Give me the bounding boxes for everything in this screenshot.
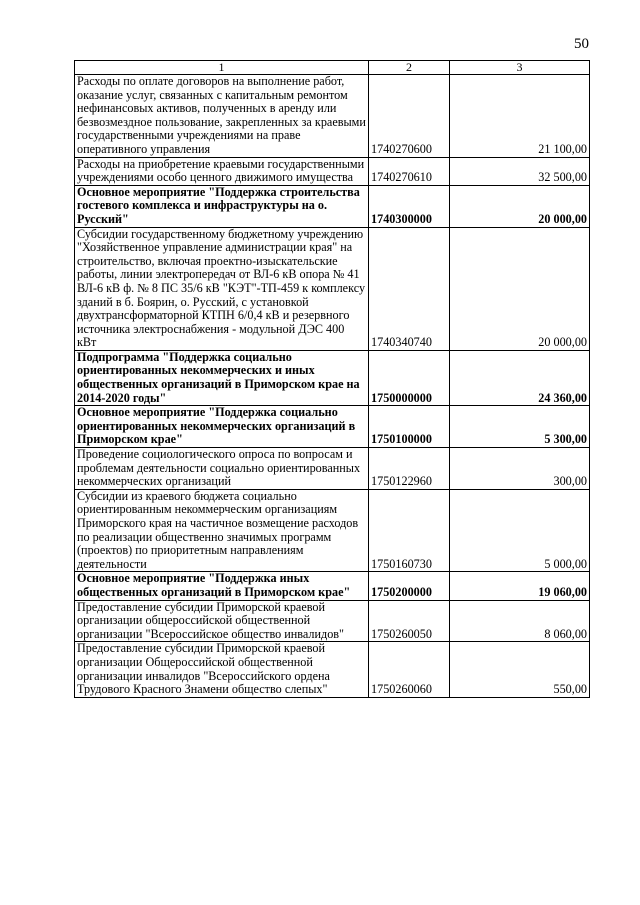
row-code: 1750260050 xyxy=(369,600,450,642)
row-amount: 550,00 xyxy=(450,642,590,697)
row-name: Субсидии государственному бюджетному учреждению "Хозяйственное управление администрации края" на строительство, включая проектно-изыскательские работы, линии электропередач от ВЛ-6 кВ опора № 41 ВЛ-6 кВ ф. № 8 ПС 35/6 кВ "КЭТ"-ТП-459 к комплексу зданий в б. Боярин, о. Русский, с установкой двухтрансформаторной КТПН 6/0,4 кВ и резервного источника электроснабжения - модульной ДЭС 400 кВт xyxy=(75,227,369,350)
table-row xyxy=(75,572,590,600)
row-name: Предоставление субсидии Приморской краевой организации общероссийской общественной организации "Всероссийское общество инвалидов" xyxy=(75,600,369,642)
row-name: Расходы по оплате договоров на выполнение работ, оказание услуг, связанных с капитальным ремонтом нефинансовых активов, полученных в аренду или безвозмездное пользование, закрепленных за краевыми государственными учреждениями на праве оперативного управления xyxy=(75,75,369,158)
row-code: 1750000000 xyxy=(369,350,450,405)
row-code: 1740300000 xyxy=(369,185,450,227)
table-row xyxy=(75,489,590,572)
row-amount: 5 300,00 xyxy=(450,406,590,448)
table-row xyxy=(75,642,590,697)
table-row xyxy=(75,406,590,448)
row-name: Расходы на приобретение краевыми государственными учреждениями особо ценного движимого имущества xyxy=(75,157,369,185)
table-row xyxy=(75,600,590,642)
row-amount: 5 000,00 xyxy=(450,489,590,572)
budget-table-body xyxy=(75,61,590,698)
row-code: 1740270600 xyxy=(369,75,450,158)
row-code: 1750160730 xyxy=(369,489,450,572)
row-amount: 8 060,00 xyxy=(450,600,590,642)
table-row xyxy=(75,448,590,490)
row-code: 1740270610 xyxy=(369,157,450,185)
row-amount: 20 000,00 xyxy=(450,185,590,227)
row-name: Проведение социологического опроса по вопросам и проблемам деятельности социально ориентированных некоммерческих организаций xyxy=(75,448,369,490)
row-name: Основное мероприятие "Поддержка социально ориентированных некоммерческих организаций в Приморском крае" xyxy=(75,406,369,448)
row-amount: 19 060,00 xyxy=(450,572,590,600)
row-amount: 24 360,00 xyxy=(450,350,590,405)
row-amount: 21 100,00 xyxy=(450,75,590,158)
row-name: Основное мероприятие "Поддержка строительства гостевого комплекса и инфраструктуры на о. Русский" xyxy=(75,185,369,227)
column-header: 3 xyxy=(450,61,590,75)
table-header-row xyxy=(75,61,590,75)
page-number: 50 xyxy=(574,36,589,52)
row-amount: 300,00 xyxy=(450,448,590,490)
row-code: 1750122960 xyxy=(369,448,450,490)
table-row xyxy=(75,185,590,227)
table-row xyxy=(75,157,590,185)
row-name: Субсидии из краевого бюджета социально ориентированным некоммерческим организациям Приморского края на частичное возмещение расходов по реализации общественно значимых программ (проектов) по приоритетным направлениям деятельности xyxy=(75,489,369,572)
row-code: 1750260060 xyxy=(369,642,450,697)
column-header: 1 xyxy=(75,61,369,75)
table-row xyxy=(75,75,590,158)
row-amount: 32 500,00 xyxy=(450,157,590,185)
row-name: Подпрограмма "Поддержка социально ориентированных некоммерческих и иных общественных организаций в Приморском крае на 2014-2020 годы" xyxy=(75,350,369,405)
table-row xyxy=(75,227,590,350)
row-code: 1750100000 xyxy=(369,406,450,448)
table-row xyxy=(75,350,590,405)
row-code: 1740340740 xyxy=(369,227,450,350)
row-name: Основное мероприятие "Поддержка иных общественных организаций в Приморском крае" xyxy=(75,572,369,600)
column-header: 2 xyxy=(369,61,450,75)
row-name: Предоставление субсидии Приморской краевой организации Общероссийской общественной организации инвалидов "Всероссийского ордена Трудового Красного Знамени общество слепых" xyxy=(75,642,369,697)
budget-table xyxy=(74,60,590,698)
row-amount: 20 000,00 xyxy=(450,227,590,350)
row-code: 1750200000 xyxy=(369,572,450,600)
